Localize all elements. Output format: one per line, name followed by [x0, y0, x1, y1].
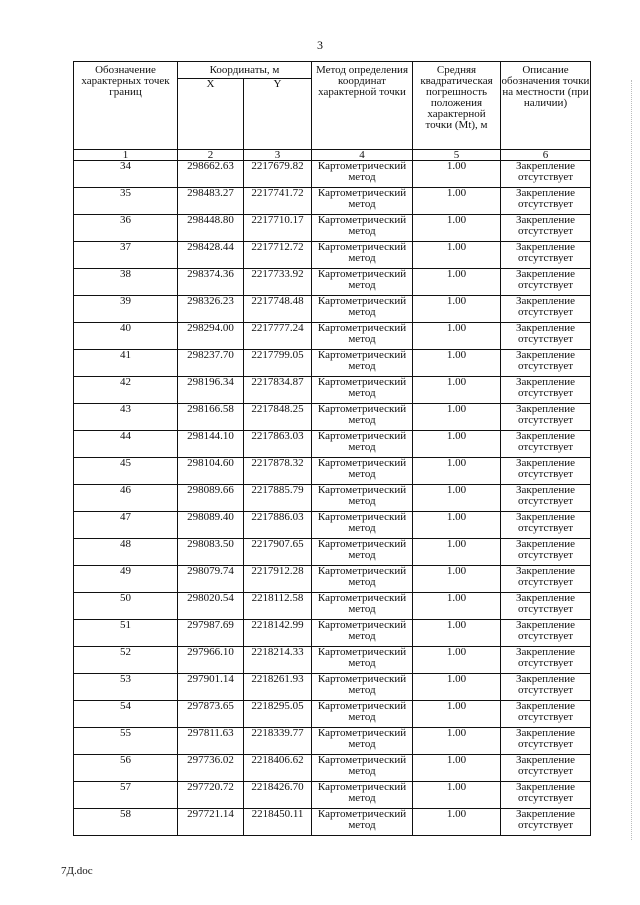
table-row — [74, 782, 591, 809]
description-cell: Закрепление отсутствует — [501, 242, 591, 269]
x-coordinate-cell: 297811.63 — [178, 728, 244, 755]
table-row — [74, 269, 591, 296]
x-coordinate-cell: 298083.50 — [178, 539, 244, 566]
scan-edge-mark — [630, 80, 632, 840]
x-coordinate-cell: 298079.74 — [178, 566, 244, 593]
mean-error-cell: 1.00 — [413, 647, 501, 674]
method-cell: Картометрический метод — [312, 215, 413, 242]
mean-error-cell: 1.00 — [413, 323, 501, 350]
method-cell: Картометрический метод — [312, 755, 413, 782]
y-coordinate-cell: 2218450.11 — [244, 809, 312, 836]
table-row — [74, 728, 591, 755]
x-coordinate-cell: 297873.65 — [178, 701, 244, 728]
x-coordinate-cell: 297736.02 — [178, 755, 244, 782]
x-coordinate-cell: 298326.23 — [178, 296, 244, 323]
description-cell: Закрепление отсутствует — [501, 431, 591, 458]
table-row — [74, 242, 591, 269]
method-cell: Картометрический метод — [312, 593, 413, 620]
mean-error-cell: 1.00 — [413, 215, 501, 242]
method-cell: Картометрический метод — [312, 512, 413, 539]
point-number-cell: 48 — [74, 539, 178, 566]
header-y: Y — [244, 79, 312, 150]
method-cell: Картометрический метод — [312, 566, 413, 593]
description-cell: Закрепление отсутствует — [501, 728, 591, 755]
y-coordinate-cell: 2218295.05 — [244, 701, 312, 728]
table-row — [74, 539, 591, 566]
mean-error-cell: 1.00 — [413, 593, 501, 620]
x-coordinate-cell: 298428.44 — [178, 242, 244, 269]
point-number-cell: 35 — [74, 188, 178, 215]
table-row — [74, 215, 591, 242]
point-number-cell: 34 — [74, 161, 178, 188]
x-coordinate-cell: 298448.80 — [178, 215, 244, 242]
header-coordinates: Координаты, м — [178, 62, 312, 79]
x-coordinate-cell: 298196.34 — [178, 377, 244, 404]
method-cell: Картометрический метод — [312, 674, 413, 701]
mean-error-cell: 1.00 — [413, 620, 501, 647]
table-header — [74, 62, 591, 161]
table-row — [74, 350, 591, 377]
x-coordinate-cell: 298237.70 — [178, 350, 244, 377]
x-coordinate-cell: 298089.66 — [178, 485, 244, 512]
x-coordinate-cell: 298294.00 — [178, 323, 244, 350]
x-coordinate-cell: 298144.10 — [178, 431, 244, 458]
header-description: Описание обозначения точки на местности (при наличии) — [501, 62, 591, 150]
description-cell: Закрепление отсутствует — [501, 323, 591, 350]
method-cell: Картометрический метод — [312, 647, 413, 674]
mean-error-cell: 1.00 — [413, 566, 501, 593]
method-cell: Картометрический метод — [312, 431, 413, 458]
method-cell: Картометрический метод — [312, 701, 413, 728]
y-coordinate-cell: 2217885.79 — [244, 485, 312, 512]
mean-error-cell: 1.00 — [413, 431, 501, 458]
description-cell: Закрепление отсутствует — [501, 593, 591, 620]
y-coordinate-cell: 2217679.82 — [244, 161, 312, 188]
mean-error-cell: 1.00 — [413, 377, 501, 404]
point-number-cell: 41 — [74, 350, 178, 377]
mean-error-cell: 1.00 — [413, 728, 501, 755]
column-number: 4 — [312, 150, 413, 161]
y-coordinate-cell: 2218214.33 — [244, 647, 312, 674]
description-cell: Закрепление отсутствует — [501, 755, 591, 782]
y-coordinate-cell: 2217912.28 — [244, 566, 312, 593]
method-cell: Картометрический метод — [312, 485, 413, 512]
y-coordinate-cell: 2218339.77 — [244, 728, 312, 755]
point-number-cell: 55 — [74, 728, 178, 755]
mean-error-cell: 1.00 — [413, 242, 501, 269]
y-coordinate-cell: 2217848.25 — [244, 404, 312, 431]
y-coordinate-cell: 2218142.99 — [244, 620, 312, 647]
table-row — [74, 701, 591, 728]
table-row — [74, 404, 591, 431]
mean-error-cell: 1.00 — [413, 485, 501, 512]
header-method: Метод определения координат характерной точки — [312, 62, 413, 150]
point-number-cell: 36 — [74, 215, 178, 242]
table-row — [74, 485, 591, 512]
description-cell: Закрепление отсутствует — [501, 674, 591, 701]
table-row — [74, 188, 591, 215]
point-number-cell: 39 — [74, 296, 178, 323]
y-coordinate-cell: 2218426.70 — [244, 782, 312, 809]
y-coordinate-cell: 2217748.48 — [244, 296, 312, 323]
x-coordinate-cell: 298374.36 — [178, 269, 244, 296]
mean-error-cell: 1.00 — [413, 458, 501, 485]
x-coordinate-cell: 297720.72 — [178, 782, 244, 809]
mean-error-cell: 1.00 — [413, 188, 501, 215]
header-mean-error: Средняя квадратическая погрешность положения характерной точки (Mt), м — [413, 62, 501, 150]
mean-error-cell: 1.00 — [413, 809, 501, 836]
method-cell: Картометрический метод — [312, 539, 413, 566]
method-cell: Картометрический метод — [312, 269, 413, 296]
mean-error-cell: 1.00 — [413, 782, 501, 809]
y-coordinate-cell: 2217834.87 — [244, 377, 312, 404]
method-cell: Картометрический метод — [312, 809, 413, 836]
mean-error-cell: 1.00 — [413, 674, 501, 701]
table-row — [74, 674, 591, 701]
point-number-cell: 38 — [74, 269, 178, 296]
method-cell: Картометрический метод — [312, 242, 413, 269]
point-number-cell: 50 — [74, 593, 178, 620]
y-coordinate-cell: 2217712.72 — [244, 242, 312, 269]
method-cell: Картометрический метод — [312, 782, 413, 809]
point-number-cell: 37 — [74, 242, 178, 269]
description-cell: Закрепление отсутствует — [501, 350, 591, 377]
method-cell: Картометрический метод — [312, 161, 413, 188]
mean-error-cell: 1.00 — [413, 512, 501, 539]
method-cell: Картометрический метод — [312, 620, 413, 647]
point-number-cell: 40 — [74, 323, 178, 350]
description-cell: Закрепление отсутствует — [501, 215, 591, 242]
description-cell: Закрепление отсутствует — [501, 296, 591, 323]
point-number-cell: 49 — [74, 566, 178, 593]
y-coordinate-cell: 2217777.24 — [244, 323, 312, 350]
method-cell: Картометрический метод — [312, 458, 413, 485]
table-row — [74, 323, 591, 350]
table-row — [74, 161, 591, 188]
x-coordinate-cell: 298483.27 — [178, 188, 244, 215]
point-number-cell: 54 — [74, 701, 178, 728]
point-number-cell: 58 — [74, 809, 178, 836]
mean-error-cell: 1.00 — [413, 539, 501, 566]
table-row — [74, 566, 591, 593]
table-row — [74, 809, 591, 836]
table-row — [74, 620, 591, 647]
point-number-cell: 53 — [74, 674, 178, 701]
table-row — [74, 647, 591, 674]
description-cell: Закрепление отсутствует — [501, 188, 591, 215]
y-coordinate-cell: 2218261.93 — [244, 674, 312, 701]
point-number-cell: 44 — [74, 431, 178, 458]
method-cell: Картометрический метод — [312, 377, 413, 404]
point-number-cell: 45 — [74, 458, 178, 485]
header-x: X — [178, 79, 244, 150]
y-coordinate-cell: 2218112.58 — [244, 593, 312, 620]
description-cell: Закрепление отсутствует — [501, 161, 591, 188]
point-number-cell: 47 — [74, 512, 178, 539]
page-number: 3 — [317, 38, 323, 52]
description-cell: Закрепление отсутствует — [501, 539, 591, 566]
y-coordinate-cell: 2217710.17 — [244, 215, 312, 242]
method-cell: Картометрический метод — [312, 188, 413, 215]
x-coordinate-cell: 298089.40 — [178, 512, 244, 539]
description-cell: Закрепление отсутствует — [501, 512, 591, 539]
description-cell: Закрепление отсутствует — [501, 269, 591, 296]
column-number: 2 — [178, 150, 244, 161]
description-cell: Закрепление отсутствует — [501, 377, 591, 404]
method-cell: Картометрический метод — [312, 404, 413, 431]
y-coordinate-cell: 2217741.72 — [244, 188, 312, 215]
mean-error-cell: 1.00 — [413, 296, 501, 323]
table-body — [74, 161, 591, 836]
mean-error-cell: 1.00 — [413, 269, 501, 296]
table-row — [74, 755, 591, 782]
y-coordinate-cell: 2217733.92 — [244, 269, 312, 296]
x-coordinate-cell: 297987.69 — [178, 620, 244, 647]
point-number-cell: 42 — [74, 377, 178, 404]
x-coordinate-cell: 298104.60 — [178, 458, 244, 485]
boundary-points-table — [73, 61, 591, 836]
table-row — [74, 512, 591, 539]
point-number-cell: 56 — [74, 755, 178, 782]
footer-filename: 7Д.doc — [61, 865, 93, 877]
y-coordinate-cell: 2217799.05 — [244, 350, 312, 377]
column-number: 1 — [74, 150, 178, 161]
x-coordinate-cell: 297721.14 — [178, 809, 244, 836]
x-coordinate-cell: 298166.58 — [178, 404, 244, 431]
table-row — [74, 296, 591, 323]
method-cell: Картометрический метод — [312, 296, 413, 323]
point-number-cell: 57 — [74, 782, 178, 809]
column-number: 3 — [244, 150, 312, 161]
header-point-designation: Обозначение характерных точек границ — [74, 62, 178, 150]
mean-error-cell: 1.00 — [413, 755, 501, 782]
column-number-row — [74, 150, 591, 161]
y-coordinate-cell: 2217878.32 — [244, 458, 312, 485]
table-row — [74, 377, 591, 404]
method-cell: Картометрический метод — [312, 350, 413, 377]
description-cell: Закрепление отсутствует — [501, 566, 591, 593]
point-number-cell: 43 — [74, 404, 178, 431]
column-number: 5 — [413, 150, 501, 161]
point-number-cell: 52 — [74, 647, 178, 674]
point-number-cell: 51 — [74, 620, 178, 647]
description-cell: Закрепление отсутствует — [501, 782, 591, 809]
mean-error-cell: 1.00 — [413, 404, 501, 431]
description-cell: Закрепление отсутствует — [501, 404, 591, 431]
mean-error-cell: 1.00 — [413, 350, 501, 377]
x-coordinate-cell: 297966.10 — [178, 647, 244, 674]
x-coordinate-cell: 298662.63 — [178, 161, 244, 188]
x-coordinate-cell: 297901.14 — [178, 674, 244, 701]
y-coordinate-cell: 2217907.65 — [244, 539, 312, 566]
method-cell: Картометрический метод — [312, 728, 413, 755]
y-coordinate-cell: 2218406.62 — [244, 755, 312, 782]
table-row — [74, 458, 591, 485]
point-number-cell: 46 — [74, 485, 178, 512]
column-number: 6 — [501, 150, 591, 161]
description-cell: Закрепление отсутствует — [501, 620, 591, 647]
x-coordinate-cell: 298020.54 — [178, 593, 244, 620]
description-cell: Закрепление отсутствует — [501, 701, 591, 728]
method-cell: Картометрический метод — [312, 323, 413, 350]
description-cell: Закрепление отсутствует — [501, 809, 591, 836]
description-cell: Закрепление отсутствует — [501, 458, 591, 485]
table-row — [74, 593, 591, 620]
description-cell: Закрепление отсутствует — [501, 647, 591, 674]
mean-error-cell: 1.00 — [413, 701, 501, 728]
y-coordinate-cell: 2217886.03 — [244, 512, 312, 539]
y-coordinate-cell: 2217863.03 — [244, 431, 312, 458]
mean-error-cell: 1.00 — [413, 161, 501, 188]
table-row — [74, 431, 591, 458]
description-cell: Закрепление отсутствует — [501, 485, 591, 512]
